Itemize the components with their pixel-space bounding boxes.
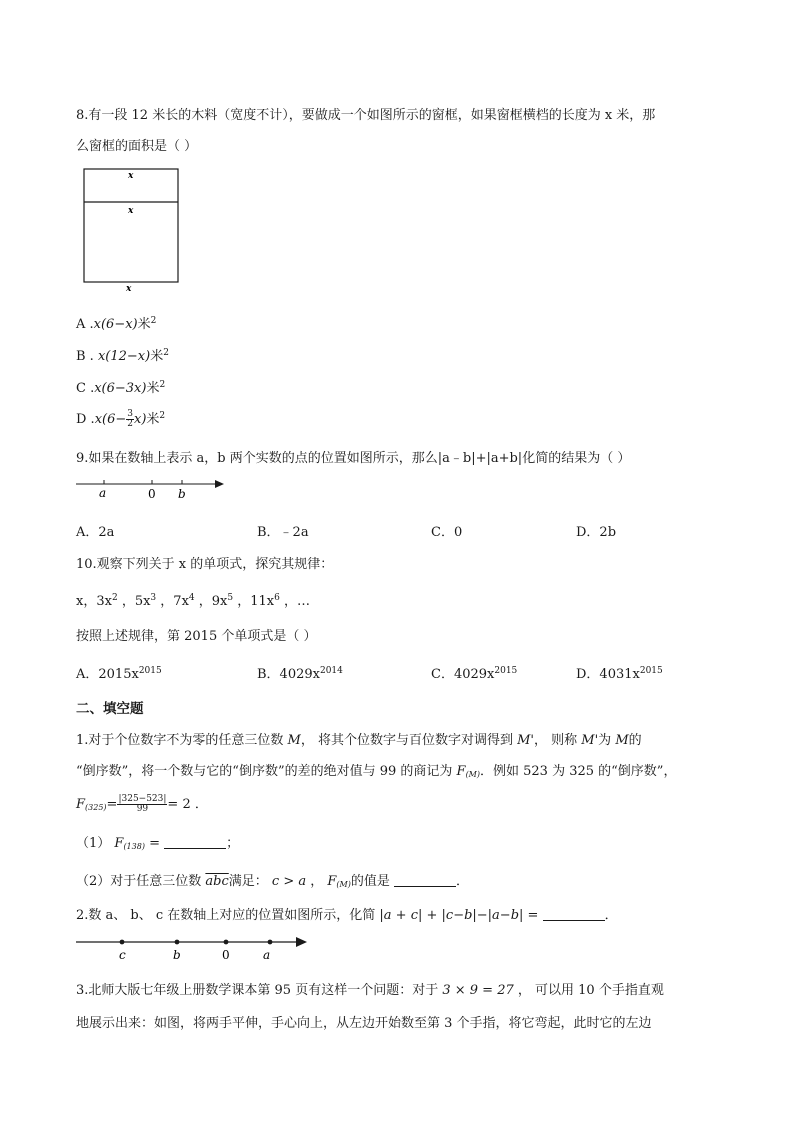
- q10-option-d[interactable]: D．$4031x^{2015}$: [576, 666, 663, 682]
- q9-option-b[interactable]: B．﹣2a: [257, 525, 309, 540]
- f2-axis-label-b: b: [173, 948, 181, 962]
- f3-stem-line2: 地展示出来：如图，将两手平伸，手心向上，从左边开始数至第 3 个手指，将它弯起，此时它的左边: [76, 1016, 652, 1031]
- q8-window-frame-figure: [78, 164, 184, 294]
- q9-number-line-figure: [74, 472, 226, 504]
- q10-option-b[interactable]: B．$4029x^{2014}$: [257, 666, 343, 682]
- q10-option-c[interactable]: C．$4029x^{2015}$: [431, 666, 518, 682]
- q8-option-b[interactable]: B . x(12−x)米$^2$: [76, 348, 169, 364]
- f3-stem-line1: 3.北师大版七年级上册数学课本第 95 页有这样一个问题：对于 3 × 9 = 27 ， 可以用 10 个手指直观: [76, 983, 664, 998]
- q8-option-c[interactable]: C .x(6−3x)米$^2$: [76, 380, 166, 396]
- q9-axis-label-a: a: [99, 486, 107, 500]
- f2-axis-label-zero: 0: [222, 948, 230, 962]
- q9-stem: 9.如果在数轴上表示 a，b 两个实数的点的位置如图所示，那么|a﹣b|+|a+b|化简的结果为（ ）: [76, 451, 631, 466]
- q8-option-a[interactable]: A .x(6−x)米$^2$: [76, 316, 157, 332]
- q10-question: 按照上述规律，第 2015 个单项式是（ ）: [76, 629, 317, 644]
- q9-axis-label-zero: 0: [148, 487, 156, 501]
- f1-stem-line1: 1.对于个位数字不为零的任意三位数 M， 将其个位数字与百位数字对调得到 M'， 则称 M'为 M的: [76, 733, 642, 748]
- q8-option-d-fraction: $\frac{3}{2}$: [127, 409, 133, 429]
- q8-figure-label-middle: x: [128, 206, 134, 216]
- q8-figure-label-top: x: [128, 171, 134, 181]
- f1-part1: （1） $F_{(138)}$ = ；: [76, 836, 240, 851]
- section-fill-in-title: 二、填空题: [76, 701, 144, 717]
- f1-stem-line2: “倒序数”，将一个数与它的“倒序数”的差的绝对值与 99 的商记为 $F_{(M)}$．例如 523 为 325 的“倒序数”，: [76, 764, 677, 779]
- f1-example-fraction: $\frac{|325-523|}{99}$: [118, 794, 167, 814]
- f1-part2: （2）对于任意三位数 $\overline{abc}$满足： c > a ， $F_{(M)}$的值是 ．: [76, 874, 469, 889]
- q8-stem-line1: 8.有一段 12 米长的木料（宽度不计），要做成一个如图所示的窗框，如果窗框横档的长度为 x 米，那: [76, 108, 656, 123]
- q8-option-d[interactable]: D .x(6− $\frac{3}{2}$ x)米$^2$: [76, 409, 166, 429]
- q9-axis-label-b: b: [178, 487, 186, 501]
- f2-stem: 2.数 a、 b、 c 在数轴上对应的位置如图所示，化简 |a + c| + |c−b|−|a−b| = ．: [76, 908, 618, 923]
- f2-axis-label-c: c: [119, 948, 126, 962]
- q8-stem-line2: 么窗框的面积是（ ）: [76, 139, 198, 154]
- q9-option-d[interactable]: D．2b: [576, 525, 617, 540]
- q10-stem: 10.观察下列关于 x 的单项式，探究其规律：: [76, 557, 334, 572]
- f1-example-formula: $F_{(325)}=$ $\frac{|325-523|}{99}$ = 2 ．: [76, 794, 208, 814]
- f1-part2-answer-blank[interactable]: [394, 874, 456, 887]
- q10-option-a[interactable]: A．$2015x^{2015}$: [76, 666, 162, 682]
- q9-option-c[interactable]: C．0: [431, 525, 463, 540]
- q9-option-a[interactable]: A．2a: [76, 525, 115, 540]
- f2-axis-label-a: a: [263, 948, 271, 962]
- q8-figure-label-bottom: x: [126, 284, 132, 294]
- q10-sequence: x，$3x^2$ ，$5x^3$ ，$7x^4$ ，$9x^5$ ，$11x^6$ ，…: [76, 593, 311, 609]
- f1-part1-answer-blank[interactable]: [164, 836, 226, 849]
- f2-answer-blank[interactable]: [543, 908, 605, 921]
- f2-number-line-figure: [74, 932, 310, 964]
